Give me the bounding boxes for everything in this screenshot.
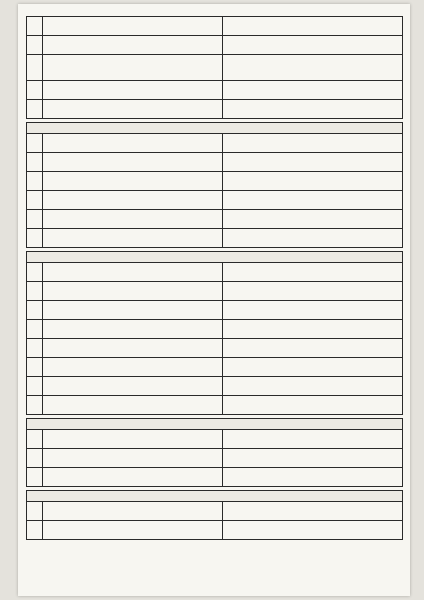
row-number: [27, 172, 43, 191]
table-row: [27, 521, 403, 540]
row-to: [223, 502, 403, 521]
page-number: [18, 6, 410, 16]
row-to: [223, 36, 403, 55]
row-number: [27, 468, 43, 487]
table-row: [27, 191, 403, 210]
table-row: [27, 502, 403, 521]
row-from: [43, 396, 223, 415]
table-row: [27, 377, 403, 396]
table-row: [27, 55, 403, 81]
row-number: [27, 134, 43, 153]
row-number: [27, 282, 43, 301]
row-number: [27, 210, 43, 229]
section-heading: [27, 123, 403, 134]
row-number: [27, 502, 43, 521]
row-to: [223, 521, 403, 540]
row-number: [27, 521, 43, 540]
row-number: [27, 153, 43, 172]
row-from: [43, 521, 223, 540]
row-to: [223, 358, 403, 377]
row-from: [43, 263, 223, 282]
section-title: [27, 252, 403, 263]
section-heading: [27, 252, 403, 263]
row-number: [27, 229, 43, 248]
row-from: [43, 55, 223, 81]
row-from: [43, 468, 223, 487]
route-table: [26, 16, 403, 540]
table-row: [27, 229, 403, 248]
row-from: [43, 100, 223, 119]
row-to: [223, 17, 403, 36]
row-to: [223, 229, 403, 248]
row-to: [223, 100, 403, 119]
row-to: [223, 153, 403, 172]
section-title: [27, 491, 403, 502]
table-row: [27, 468, 403, 487]
row-to: [223, 449, 403, 468]
row-to: [223, 396, 403, 415]
row-from: [43, 339, 223, 358]
table-row: [27, 301, 403, 320]
table-row: [27, 430, 403, 449]
table-row: [27, 358, 403, 377]
row-number: [27, 301, 43, 320]
row-to: [223, 282, 403, 301]
row-from: [43, 191, 223, 210]
section-heading: [27, 491, 403, 502]
table-row: [27, 153, 403, 172]
row-from: [43, 172, 223, 191]
row-from: [43, 377, 223, 396]
row-from: [43, 502, 223, 521]
row-to: [223, 301, 403, 320]
row-to: [223, 172, 403, 191]
row-number: [27, 100, 43, 119]
row-number: [27, 377, 43, 396]
table-row: [27, 134, 403, 153]
row-number: [27, 396, 43, 415]
table-row: [27, 172, 403, 191]
row-from: [43, 301, 223, 320]
section-heading: [27, 419, 403, 430]
row-from: [43, 210, 223, 229]
row-number: [27, 191, 43, 210]
row-from: [43, 430, 223, 449]
row-to: [223, 468, 403, 487]
table-row: [27, 36, 403, 55]
row-number: [27, 320, 43, 339]
table-row: [27, 17, 403, 36]
table-row: [27, 263, 403, 282]
row-from: [43, 229, 223, 248]
row-number: [27, 17, 43, 36]
row-to: [223, 377, 403, 396]
row-from: [43, 449, 223, 468]
row-number: [27, 358, 43, 377]
table-row: [27, 81, 403, 100]
table-row: [27, 282, 403, 301]
row-from: [43, 36, 223, 55]
row-to: [223, 210, 403, 229]
section-title: [27, 123, 403, 134]
row-from: [43, 358, 223, 377]
row-number: [27, 263, 43, 282]
row-to: [223, 55, 403, 81]
row-to: [223, 430, 403, 449]
table-row: [27, 320, 403, 339]
row-number: [27, 55, 43, 81]
document-page: [18, 4, 410, 596]
table-row: [27, 339, 403, 358]
row-number: [27, 36, 43, 55]
row-number: [27, 449, 43, 468]
row-from: [43, 282, 223, 301]
row-from: [43, 81, 223, 100]
row-to: [223, 320, 403, 339]
row-to: [223, 263, 403, 282]
table-row: [27, 100, 403, 119]
row-from: [43, 17, 223, 36]
row-from: [43, 320, 223, 339]
row-number: [27, 81, 43, 100]
row-number: [27, 430, 43, 449]
row-to: [223, 191, 403, 210]
row-to: [223, 81, 403, 100]
row-to: [223, 134, 403, 153]
table-row: [27, 449, 403, 468]
row-to: [223, 339, 403, 358]
table-row: [27, 210, 403, 229]
row-from: [43, 134, 223, 153]
row-from: [43, 153, 223, 172]
table-row: [27, 396, 403, 415]
row-number: [27, 339, 43, 358]
section-title: [27, 419, 403, 430]
